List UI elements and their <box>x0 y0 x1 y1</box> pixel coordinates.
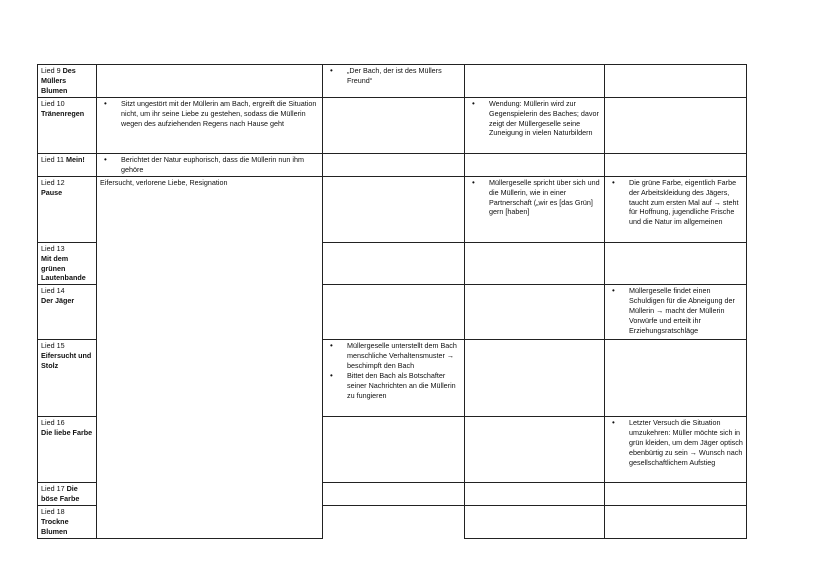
song-cell <box>38 153 97 176</box>
table-cell <box>605 506 747 539</box>
bullet-item: • „Der Bach, der ist des Müllers Freund“ <box>347 66 461 86</box>
song-cell <box>38 65 97 98</box>
table-cell <box>465 65 605 98</box>
song-number: Lied 14 <box>41 286 65 296</box>
table-cell <box>605 242 747 285</box>
table-cell <box>323 417 465 483</box>
song-number: Lied 11 <box>41 154 65 164</box>
song-cell <box>38 417 97 483</box>
table-cell <box>605 285 747 340</box>
table-cell <box>465 340 605 417</box>
table-row <box>38 97 747 153</box>
song-cell <box>38 176 97 242</box>
song-title: Pause <box>41 187 63 197</box>
table-cell <box>605 176 747 242</box>
song-title: Der Jäger <box>41 296 75 306</box>
song-number: Lied 12 <box>41 177 65 187</box>
table-cell <box>465 242 605 285</box>
song-title: Trockne Blumen <box>41 517 69 536</box>
song-number: Lied 15 <box>41 341 65 351</box>
song-cell <box>38 97 97 153</box>
table-cell-merged <box>97 176 323 538</box>
table-cell <box>465 97 605 153</box>
table-cell <box>465 483 605 506</box>
table-cell <box>97 153 323 176</box>
bullet-item: • Müllergeselle findet einen Schuldigen für die Abneigung der Müllerin → macht der Müllerin Vorwürfe und erteilt ihr Erziehungsratschläge <box>629 286 743 336</box>
song-cell <box>38 285 97 340</box>
song-cell <box>38 340 97 417</box>
table-cell <box>465 153 605 176</box>
table-cell <box>323 176 465 242</box>
song-number: Lied 16 <box>41 418 65 428</box>
table-row <box>38 153 747 176</box>
table-cell <box>323 242 465 285</box>
table-cell <box>465 506 605 539</box>
song-number: Lied 17 <box>41 484 65 494</box>
song-title: Die böse Farbe <box>41 484 80 504</box>
table-cell <box>323 285 465 340</box>
song-number: Lied 10 <box>41 98 65 108</box>
bullet-item: • Sitzt ungestört mit der Müllerin am Bach, ergreift die Situation nicht, um ihr seine Liebe zu gestehen, sodass die Müllerin wegen des aufziehenden Regens nach Hause geht <box>121 99 319 129</box>
table-cell <box>323 506 465 539</box>
table-cell <box>605 483 747 506</box>
song-title: Die liebe Farbe <box>41 428 93 438</box>
table-cell <box>323 483 465 506</box>
table-cell <box>465 417 605 483</box>
bullet-item: • Bittet den Bach als Botschafter seiner Nachrichten an die Müllerin zu fungieren <box>347 371 461 401</box>
table-cell <box>97 97 323 153</box>
table-cell <box>97 65 323 98</box>
song-number: Lied 18 <box>41 507 65 517</box>
song-cell <box>38 483 97 506</box>
theme-text: Eifersucht, verlorene Liebe, Resignation <box>100 177 228 187</box>
table-cell <box>323 340 465 417</box>
song-title: Mit dem grünen Lautenbande <box>41 253 86 283</box>
table-cell <box>605 340 747 417</box>
song-cell <box>38 242 97 285</box>
table-cell <box>465 285 605 340</box>
song-title: Eifersucht und Stolz <box>41 351 92 371</box>
bullet-item: • Müllergeselle unterstellt dem Bach menschliche Verhaltensmuster → beschimpft den Bach <box>347 341 461 371</box>
song-cell <box>38 506 97 539</box>
song-title: Des Müllers Blumen <box>41 66 76 95</box>
lieder-table <box>37 64 747 539</box>
song-title: Mein! <box>66 154 85 164</box>
song-number: Lied 13 <box>41 243 65 253</box>
table-row <box>38 176 747 242</box>
table-cell <box>323 153 465 176</box>
bullet-item: • Berichtet der Natur euphorisch, dass die Müllerin nun ihm gehöre <box>121 155 319 175</box>
table-cell <box>465 176 605 242</box>
song-number: Lied 9 <box>41 66 61 75</box>
table-cell <box>605 65 747 98</box>
table-cell <box>323 65 465 98</box>
table-row <box>38 65 747 98</box>
song-title: Tränenregen <box>41 108 85 118</box>
bullet-item: • Letzter Versuch die Situation umzukehren: Müller möchte sich in grün kleiden, um dem Jäger optisch ebenbürtig zu sein → Wunsch nach gesellschaftlichem Aufstieg <box>629 418 743 468</box>
table-cell <box>605 97 747 153</box>
table-cell <box>605 417 747 483</box>
bullet-item: • Wendung: Müllerin wird zur Gegenspielerin des Baches; davor zeigt der Müllergeselle seine Zuneigung in vielen Naturbildern <box>489 99 601 139</box>
bullet-item: • Die grüne Farbe, eigentlich Farbe der Arbeitskleidung des Jägers, taucht zum ersten Mal auf → steht für Hoffnung, jugendliche Frische und die Natur im allgemeinen <box>629 178 743 228</box>
table-cell <box>323 97 465 153</box>
table-cell <box>605 153 747 176</box>
bullet-item: • Müllergeselle spricht über sich und die Müllerin, wie in einer Partnerschaft („wir es [das Grün] gern [haben] <box>489 178 601 218</box>
